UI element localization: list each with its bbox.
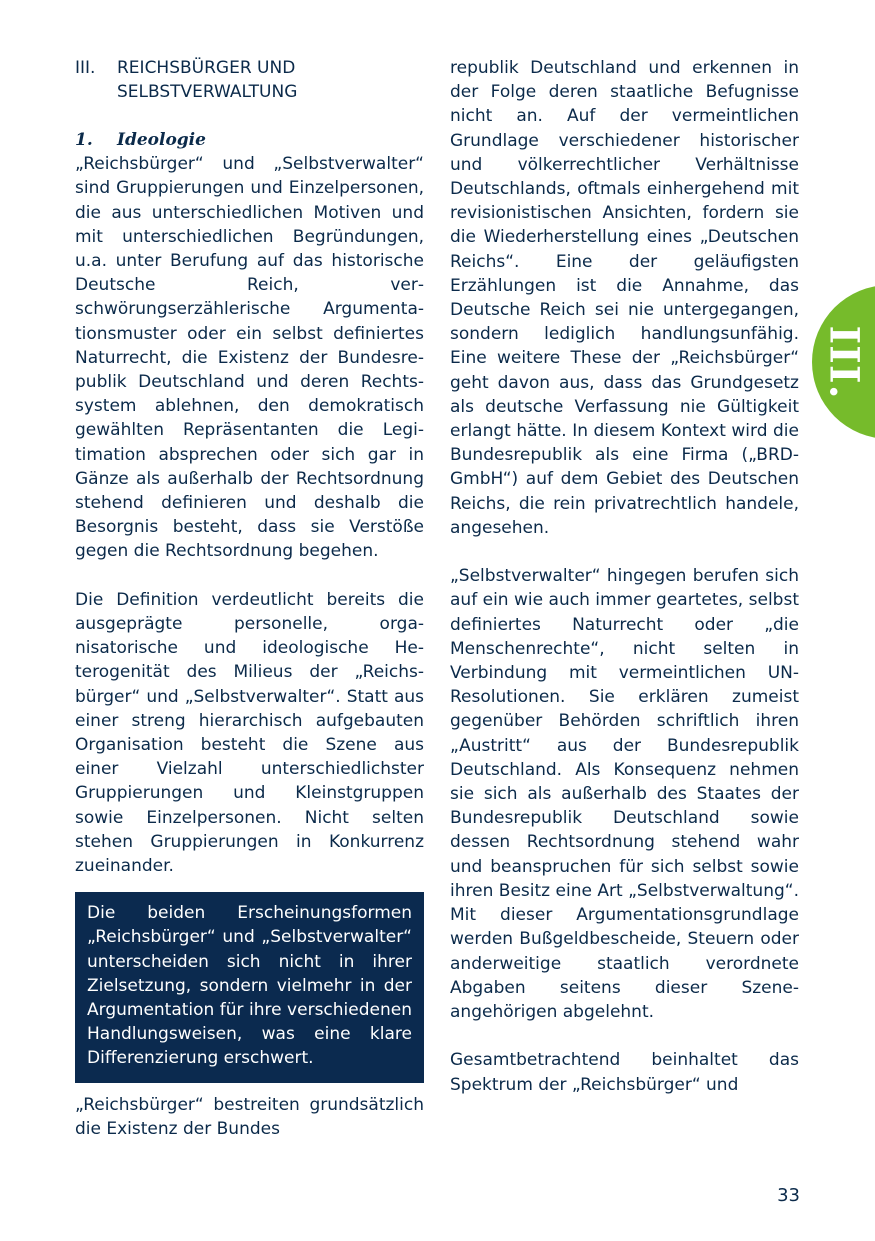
page-number: 33	[777, 1185, 800, 1206]
left-column	[75, 56, 424, 1141]
section-number: III.	[75, 58, 96, 78]
subsection-heading	[75, 128, 424, 152]
paragraph: „Selbstverwalter“ hingegen berufen sich auf ein wie auch immer geartetes, selbst definiertes Naturrecht oder „die Menschenrechte“, nicht selten in Verbindung mit vermeintlichen UN-Resolutionen. Sie erklären zumeist gegenüber Behörden schriftlich ihren „Austritt“ aus der Bundesrepublik Deutschland. Als Konsequenz nehmen sie sich als außerhalb des Staates der Bundesrepublik Deutschland sowie dessen Rechtsordnung stehend wahr und beanspruchen für sich selbst sowie ihren Besitz eine Art „Selbstverwaltung“. Mit dieser Argumentationsgrundlage werden Bußgeldbescheide, Steuern oder anderweitige staatlich verordnete Abgaben seitens dieser Szeneangehörigen abgelehnt.	[450, 566, 799, 1022]
subsection-number: 1.	[75, 130, 93, 151]
section-title: REICHSBÜRGER UND SELBSTVERWALTUNG	[117, 58, 298, 102]
paragraph: „Reichsbürger“ und „Selbstverwalter“ sind Gruppierungen und Einzelpersonen, die aus unterschiedlichen Motiven und mit unterschiedlichen Begründungen, u.a. unter Berufung auf das historische Deutsche Reich, verschwörungserzählerische Argumentationsmuster oder ein selbst definiertes Naturrecht, die Existenz der Bundesrepublik Deutschland und deren Rechtssystem ablehnen, den demokratisch gewählten Repräsentanten die Legitimation absprechen oder sich gar in Gänze als außerhalb der Rechtsordnung stehend definieren und deshalb die Besorgnis besteht, dass sie Verstöße gegen die Rechtsordnung begehen.	[75, 154, 424, 562]
subsection-title: Ideologie	[117, 130, 206, 151]
paragraph: „Reichsbürger“ bestreiten grundsätzlich die Existenz der Bundes	[75, 1094, 424, 1139]
info-box: Die beiden Erscheinungsformen „Reichsbürger“ und „Selbstverwalter“ unterscheiden sich nicht in ihrer Zielsetzung, sondern vielmehr in der Argumentation für ihre verschiedenen Handlungsweisen, was eine klare Differenzierung erschwert.	[75, 892, 424, 1082]
paragraph: republik Deutschland und erkennen in der Folge deren staatliche Befugnisse nicht an. Auf der vermeintlichen Grundlage verschiedener historischer und völkerrechtlicher Verhältnisse Deutschlands, oftmals einhergehend mit revisionistischen Ansichten, fordern sie die Wiederherstellung eines „Deutschen Reichs“. Eine der geläufigsten Erzählungen ist die Annahme, das Deutsche Reich sei nie untergegangen, sondern lediglich handlungsunfähig. Eine weitere These der „Reichsbürger“ geht davon aus, dass das Grundgesetz als deutsche Verfassung nie Gültigkeit erlangt hätte. In diesem Kontext wird die Bundesrepublik als eine Firma („BRD-GmbH“) auf dem Gebiet des Deutschen Reichs, die rein privatrechtlich handele, angesehen.	[450, 58, 799, 538]
section-heading	[75, 56, 424, 104]
paragraph: Gesamtbetrachtend beinhaltet das Spektrum der „Reichsbürger“ und	[450, 1050, 799, 1095]
chapter-tab-label: III.	[820, 324, 868, 400]
right-column	[450, 56, 799, 1097]
paragraph: Die Definition verdeutlicht bereits die ausgeprägte personelle, organisatorische und ideologische Heterogenität des Milieus der „Reichsbürger“ und „Selbstverwalter“. Statt aus einer streng hierarchisch aufgebauten Organisation besteht die Szene aus einer Vielzahl unterschiedlichster Gruppierungen und Kleinstgruppen sowie Einzelpersonen. Nicht selten stehen Gruppierungen in Konkurrenz zueinander.	[75, 589, 424, 877]
